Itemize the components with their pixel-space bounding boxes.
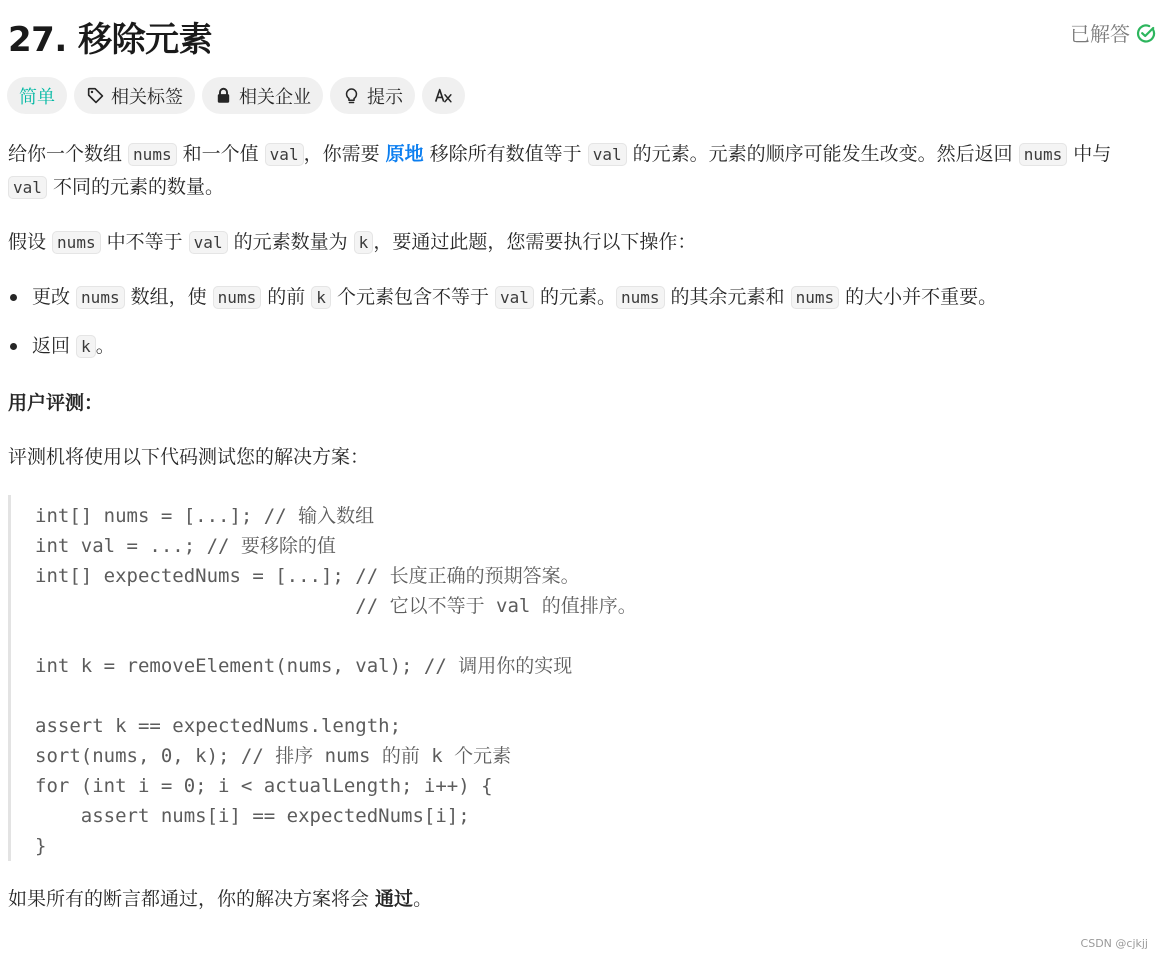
translate-icon: [434, 86, 453, 105]
inline-code: val: [8, 176, 47, 199]
inline-code: nums: [213, 286, 262, 309]
inline-code: val: [265, 143, 304, 166]
inline-code: val: [495, 286, 534, 309]
problem-description: [8, 138, 1148, 915]
solved-status-label: 已解答: [1070, 22, 1130, 46]
lock-icon: [214, 86, 233, 105]
conclusion-paragraph: 如果所有的断言都通过，你的解决方案将会 通过。: [8, 888, 433, 910]
inline-code: val: [588, 143, 627, 166]
problem-title: 27. 移除元素: [8, 20, 213, 60]
inline-code: k: [76, 335, 96, 358]
check-circle-icon: [1136, 23, 1156, 43]
related-companies-label: 相关企业: [239, 86, 311, 108]
tag-bar: [7, 77, 465, 114]
inline-code: nums: [791, 286, 840, 309]
difficulty-label: 简单: [19, 86, 55, 108]
inline-code: val: [189, 231, 228, 254]
task-paragraph: 假设 nums 中不等于 val 的元素数量为 k ，要通过此题，您需要执行以下操作：: [8, 231, 697, 253]
inline-code: nums: [76, 286, 125, 309]
inline-code: nums: [128, 143, 177, 166]
watermark: CSDN @cjkjj: [1080, 937, 1148, 950]
tag-icon: [86, 86, 105, 105]
judge-heading: 用户评测：: [8, 392, 104, 414]
inline-code: k: [311, 286, 331, 309]
related-tags-label: 相关标签: [111, 86, 183, 108]
solved-status: [1070, 18, 1156, 47]
list-item: 更改 nums 数组，使 nums 的前 k 个元素包含不等于 val 的元素。 nums 的其余元素和 nums 的大小并不重要。: [8, 281, 1148, 314]
list-item: 返回 k 。: [8, 330, 1148, 363]
hint-label: 提示: [367, 86, 403, 108]
judge-intro: 评测机将使用以下代码测试您的解决方案：: [8, 446, 370, 468]
translate-button[interactable]: [422, 77, 465, 114]
inline-code: nums: [52, 231, 101, 254]
inline-code: nums: [1019, 143, 1068, 166]
difficulty-tag[interactable]: [7, 77, 67, 114]
lightbulb-icon: [342, 86, 361, 105]
in-place-link[interactable]: 原地: [385, 143, 424, 165]
hint-button[interactable]: [330, 77, 415, 114]
related-companies-button[interactable]: [202, 77, 323, 114]
description-paragraph: 给你一个数组 nums 和一个值 val ，你需要 原地 移除所有数值等于 val 的元素。元素的顺序可能发生改变。然后返回 nums 中与 val 不同的元素的数量。: [8, 143, 1112, 198]
pass-text: 通过: [375, 888, 414, 910]
related-tags-button[interactable]: [74, 77, 195, 114]
operations-list: [8, 281, 1148, 363]
inline-code: nums: [616, 286, 665, 309]
judge-code-block: int[] nums = [...]; // 输入数组 int val = ...; // 要移除的值 int[] expectedNums = [...]; // 长度正确的预期答案。 // 它以不等于 val 的值排序。 int k = removeElement(nums, val); // 调用你的实现 assert k == expectedNums.length; sort(nums, 0, k); // 排序 nums 的前 k 个元素 for (int i = 0; i < actualLength; i++) { assert nums[i] == expectedNums[i]; }: [8, 495, 1085, 861]
inline-code: k: [354, 231, 374, 254]
